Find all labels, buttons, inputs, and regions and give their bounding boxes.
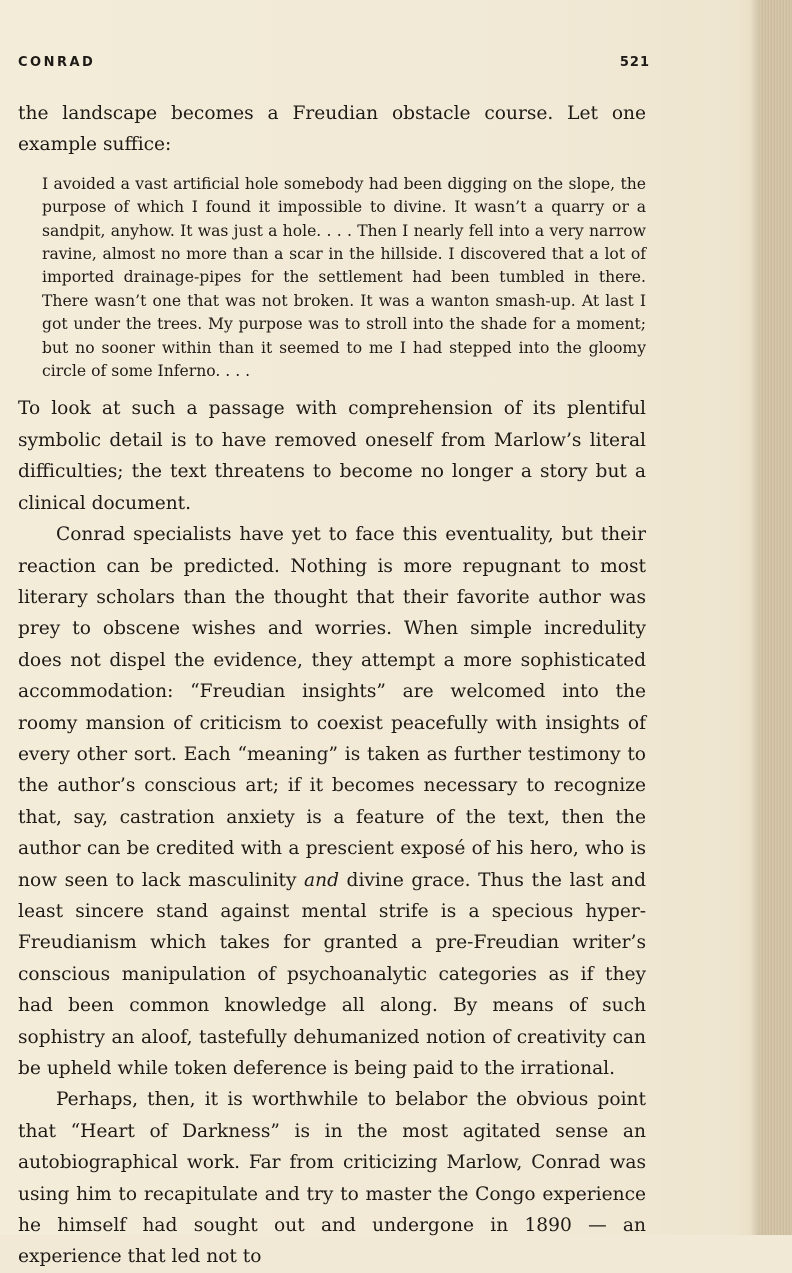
paragraph-2: To look at such a passage with comprehension of its plentiful symbolic detail is to have removed oneself from Marlow’s literal difficulties; the text threatens to become no longer a story but a clinical document. [18, 398, 646, 514]
paragraph-3 [18, 519, 646, 1084]
paragraph-3-text-b: divine grace. Thus the last and least sincere stand against mental strife is a specious hyper-Freudianism which takes for granted a pre-Freudian writer’s conscious manipulation of psychoanalytic categories as if they had been common knowledge all along. By means of such sophistry an aloof, tastefully dehumanized notion of creativity can be upheld while token deference is being paid to the irrational. [18, 869, 646, 1079]
paragraph-1: the landscape becomes a Freudian obstacle course. Let one example suffice: [18, 103, 646, 156]
page-edge [760, 0, 792, 1235]
running-head: CONRAD [18, 55, 96, 70]
paragraph-3-emphasis: and [304, 869, 340, 891]
paragraph-3-text-a: Conrad specialists have yet to face this eventuality, but their reaction can be predicted. Nothing is more repugnant to most literary scholars than the thought that their favorite author was prey to obscene wishes and worries. When simple incredulity does not dispel the evidence, they attempt a more sophisticated accommodation: “Freudian insights” are welcomed into the roomy mansion of criticism to coexist peacefully with insights of every other sort. Each “meaning” is taken as further testimony to the author’s conscious art; if it becomes necessary to recognize that, say, castration anxiety is a feature of the text, then the author can be credited with a prescient exposé of his hero, who is now seen to lack masculinity [18, 524, 646, 891]
paragraph-4: Perhaps, then, it is worthwhile to belabor the obvious point that “Heart of Darkness” is in the most agitated sense an autobiographical work. Far from criticizing Marlow, Conrad was using him to recapitulate and try to master the Congo experience he himself had sought out and undergone in 1890 — an experience that led not to [18, 1089, 646, 1268]
page-header [18, 55, 650, 75]
body-text [18, 98, 646, 1273]
page-gutter-shadow [750, 0, 760, 1235]
page-number: 521 [619, 55, 650, 70]
block-quote: I avoided a vast artificial hole somebody had been digging on the slope, the purpose of which I found it impossible to divine. It wasn’t a quarry or a sandpit, anyhow. It was just a hole. . . . Then I nearly fell into a very narrow ravine, almost no more than a scar in the hillside. I discovered that a lot of imported drainage-pipes for the settlement had been tumbled in there. There wasn’t one that was not broken. It was a wanton smash-up. At last I got under the trees. My purpose was to stroll into the shade for a moment; but no sooner within than it seemed to me I had stepped into the gloomy circle of some Inferno. . . . [42, 174, 646, 381]
